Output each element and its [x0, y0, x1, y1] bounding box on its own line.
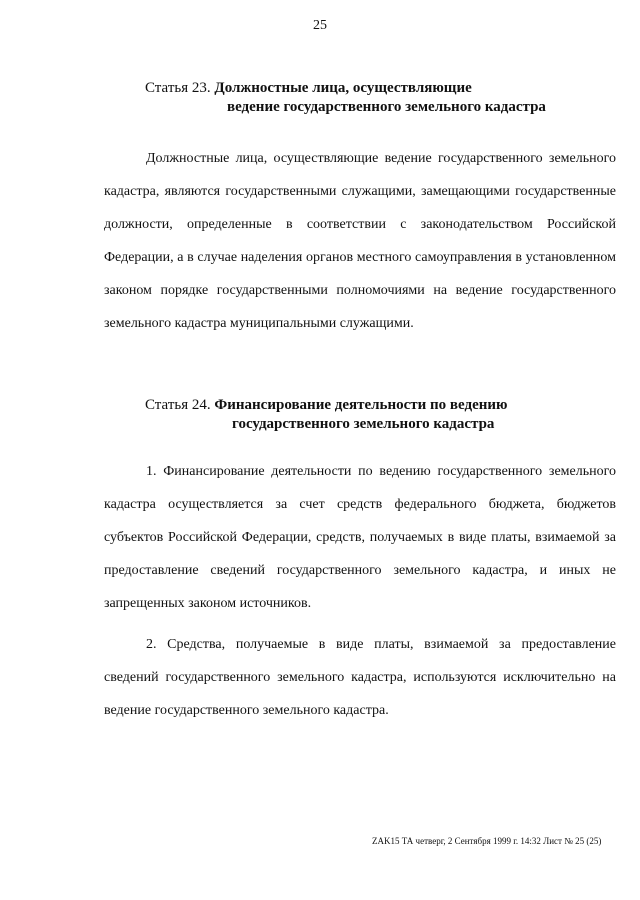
page-number: 25 — [313, 18, 327, 33]
article-23-title-line2: ведение государственного земельного кадастра — [227, 99, 546, 115]
article-24-heading — [145, 396, 508, 434]
article-24-paragraph-1: 1. Финансирование деятельности по ведению государственного земельного кадастра осуществляется за счет средств федерального бюджета, бюджетов субъектов Российской Федерации, средств, получаемых в виде платы, взимаемой за предоставление сведений государственного земельного кадастра, и иных не запрещенных законом источников. — [104, 464, 616, 611]
article-23-label: Статья 23. — [145, 80, 211, 96]
article-24-title-line1: Финансирование деятельности по ведению — [214, 397, 508, 413]
article-24-label: Статья 24. — [145, 397, 211, 413]
article-24-paragraph-2: 2. Средства, получаемые в виде платы, взимаемой за предоставление сведений государственного земельного кадастра, используются исключительно на ведение государственного земельного кадастра. — [104, 637, 616, 718]
document-footer: ZAK15 ТА четверг, 2 Сентября 1999 г. 14:32 Лист № 25 (25) — [372, 836, 602, 846]
article-23-paragraph: Должностные лица, осуществляющие ведение государственного земельного кадастра, являются государственными служащими, замещающими государственные должности, определенные в соответствии с законодательством Российской Федерации, а в случае наделения органов местного самоуправления в установленном законом порядке государственными полномочиями на ведение государственного земельного кадастра муниципальными служащими. — [104, 151, 616, 331]
article-23-title-line1: Должностные лица, осуществляющие — [214, 80, 472, 96]
article-24-title-line2: государственного земельного кадастра — [232, 416, 495, 432]
article-23-heading — [145, 79, 546, 117]
